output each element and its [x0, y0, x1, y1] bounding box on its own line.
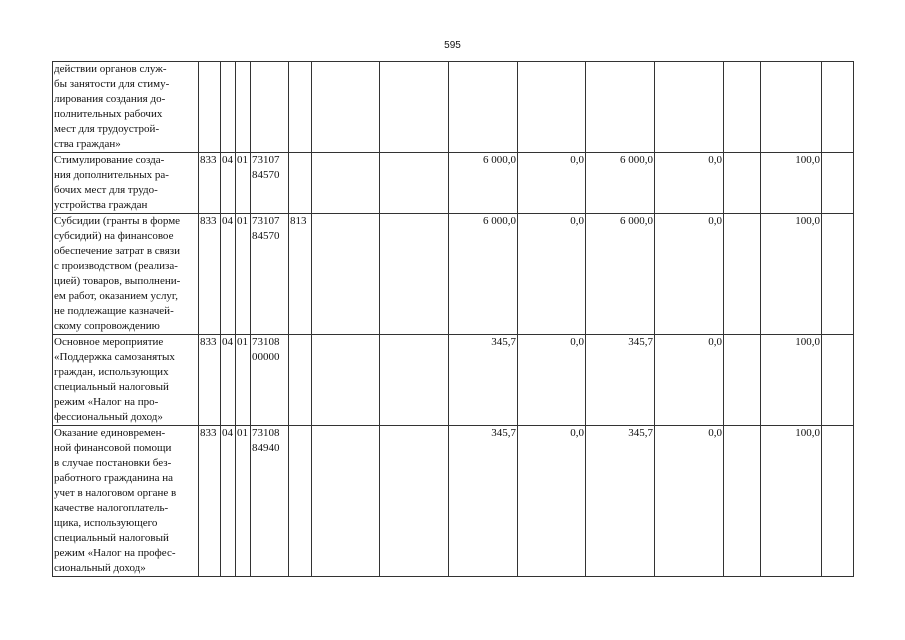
row-description: Субсидии (гранты в форме субсидий) на финансовое обеспечение затрат в связи с производством (реализа- цией) товаров, выполнени- ем работ, оказанием услуг, не подлежащие казначей- скому сопровождению	[53, 214, 199, 335]
value-cell: 345,7	[586, 335, 655, 426]
row-description: Основное мероприятие «Поддержка самозанятых граждан, использующих специальный налоговый режим «Налог на про- фессиональный доход»	[53, 335, 199, 426]
expense-type-code	[289, 62, 312, 153]
subsection-code: 01	[236, 335, 251, 426]
section-code: 04	[221, 214, 236, 335]
expense-type-code	[289, 426, 312, 577]
value-cell: 0,0	[518, 214, 586, 335]
target-article-code	[251, 62, 289, 153]
value-cell	[724, 335, 761, 426]
value-cell	[380, 62, 449, 153]
value-cell	[724, 62, 761, 153]
page-number: 595	[444, 40, 461, 51]
ministry-code: 833	[199, 335, 221, 426]
value-cell	[312, 153, 380, 214]
target-article-code: 73108 84940	[251, 426, 289, 577]
table-row	[53, 426, 854, 577]
value-cell	[655, 62, 724, 153]
target-article-code: 73108 00000	[251, 335, 289, 426]
section-code: 04	[221, 153, 236, 214]
expense-type-code: 813	[289, 214, 312, 335]
value-cell: 6 000,0	[449, 153, 518, 214]
percent-cell	[761, 62, 822, 153]
subsection-code	[236, 62, 251, 153]
section-code: 04	[221, 335, 236, 426]
value-cell	[380, 335, 449, 426]
subsection-code: 01	[236, 426, 251, 577]
expense-type-code	[289, 153, 312, 214]
value-cell	[822, 426, 854, 577]
value-cell: 0,0	[655, 335, 724, 426]
ministry-code: 833	[199, 153, 221, 214]
value-cell	[724, 153, 761, 214]
value-cell	[312, 335, 380, 426]
subsection-code: 01	[236, 214, 251, 335]
value-cell	[312, 214, 380, 335]
value-cell: 0,0	[655, 214, 724, 335]
table-row	[53, 214, 854, 335]
value-cell	[312, 62, 380, 153]
value-cell: 345,7	[586, 426, 655, 577]
value-cell	[822, 214, 854, 335]
value-cell: 0,0	[518, 335, 586, 426]
value-cell	[380, 153, 449, 214]
value-cell	[312, 426, 380, 577]
value-cell: 345,7	[449, 426, 518, 577]
value-cell	[822, 153, 854, 214]
ministry-code: 833	[199, 426, 221, 577]
value-cell	[724, 214, 761, 335]
subsection-code: 01	[236, 153, 251, 214]
value-cell: 0,0	[518, 426, 586, 577]
value-cell	[380, 426, 449, 577]
percent-cell: 100,0	[761, 335, 822, 426]
value-cell: 6 000,0	[586, 153, 655, 214]
table-row	[53, 62, 854, 153]
target-article-code: 73107 84570	[251, 153, 289, 214]
row-description: Стимулирование созда- ния дополнительных ра- бочих мест для трудо- устройства граждан	[53, 153, 199, 214]
row-description: действии органов служ- бы занятости для стиму- лирования создания до- полнительных рабочих мест для трудоустрой- ства граждан»	[53, 62, 199, 153]
target-article-code: 73107 84570	[251, 214, 289, 335]
value-cell: 0,0	[655, 426, 724, 577]
value-cell: 0,0	[655, 153, 724, 214]
value-cell: 6 000,0	[586, 214, 655, 335]
value-cell	[586, 62, 655, 153]
percent-cell: 100,0	[761, 426, 822, 577]
ministry-code	[199, 62, 221, 153]
table-row	[53, 335, 854, 426]
percent-cell: 100,0	[761, 153, 822, 214]
value-cell	[449, 62, 518, 153]
value-cell: 6 000,0	[449, 214, 518, 335]
value-cell	[518, 62, 586, 153]
value-cell	[822, 62, 854, 153]
section-code: 04	[221, 426, 236, 577]
table-row	[53, 153, 854, 214]
budget-table	[52, 61, 854, 577]
row-description: Оказание единовремен- ной финансовой помощи в случае постановки без- работного гражданина на учет в налоговом органе в качестве налогоплатель- щика, использующего специальный налоговый режим «Налог на профес- сиональный доход»	[53, 426, 199, 577]
section-code	[221, 62, 236, 153]
value-cell	[822, 335, 854, 426]
expense-type-code	[289, 335, 312, 426]
percent-cell: 100,0	[761, 214, 822, 335]
ministry-code: 833	[199, 214, 221, 335]
value-cell	[380, 214, 449, 335]
value-cell	[724, 426, 761, 577]
value-cell: 345,7	[449, 335, 518, 426]
value-cell: 0,0	[518, 153, 586, 214]
